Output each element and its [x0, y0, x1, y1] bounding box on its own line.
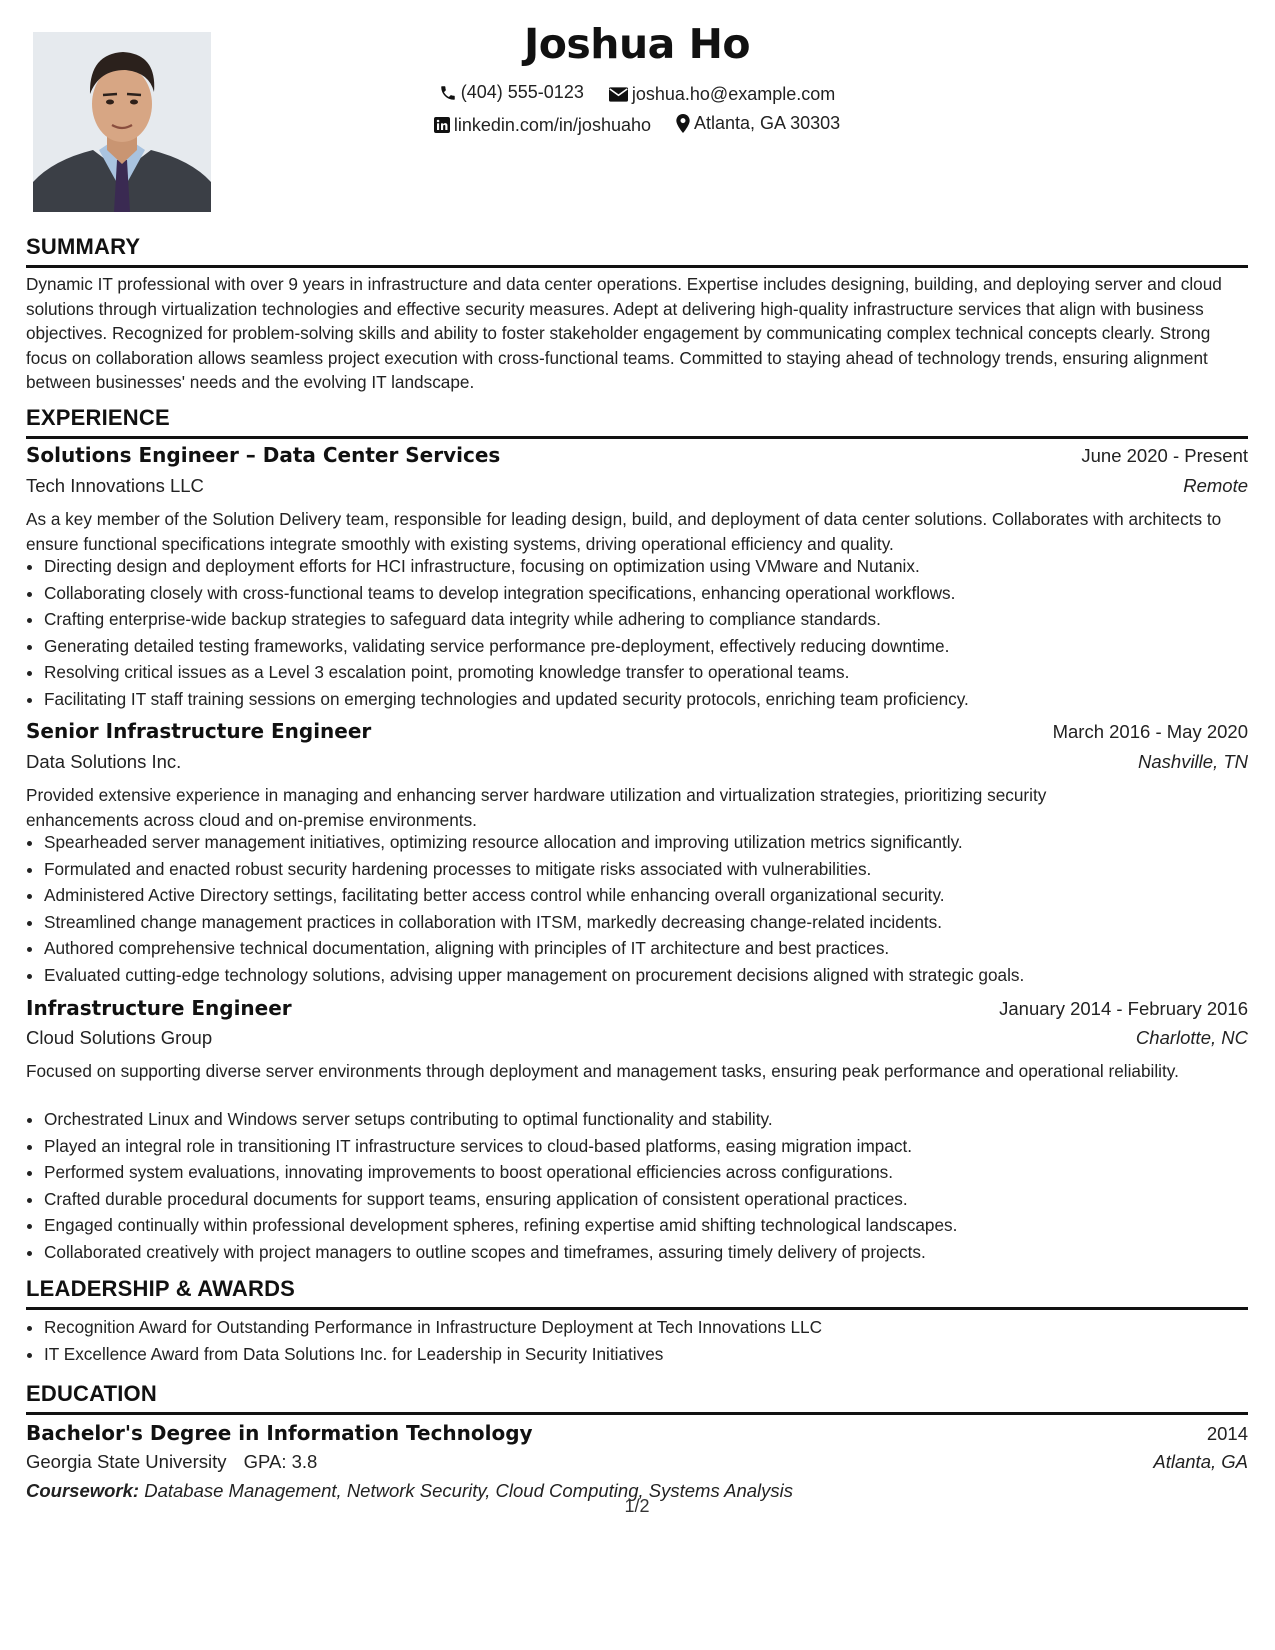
job-company: Tech Innovations LLC: [26, 475, 204, 496]
envelope-icon: [609, 87, 628, 102]
candidate-name: Joshua Ho: [523, 20, 751, 68]
job-dates: January 2014 - February 2016: [999, 998, 1248, 1019]
awards-list: [26, 1314, 1266, 1367]
linkedin-contact[interactable]: [434, 115, 651, 136]
location-text: Atlanta, GA 30303: [694, 113, 841, 133]
phone-contact[interactable]: [439, 82, 584, 103]
school-location: Atlanta, GA: [1153, 1451, 1248, 1472]
email-text: joshua.ho@example.com: [631, 83, 836, 104]
list-item: • IT Excellence Award from Data Solutions Inc. for Leadership in Security Initiatives: [44, 1341, 1266, 1368]
job-dates: March 2016 - May 2020: [1052, 721, 1248, 742]
job-location: Remote: [1183, 475, 1248, 496]
awards-heading: LEADERSHIP & AWARDS: [26, 1276, 1248, 1310]
job-bullets: [26, 1106, 1266, 1266]
list-item: • Administered Active Directory settings, facilitating better access control while enhancing overall organizational security.: [44, 882, 1266, 909]
list-item: • Resolving critical issues as a Level 3 escalation point, promoting knowledge transfer to operational teams.: [44, 659, 1266, 686]
list-item: • Facilitating IT staff training sessions on emerging technologies and updated security protocols, enriching team proficiency.: [44, 686, 1266, 713]
job-bullets: [26, 829, 1266, 989]
list-item: • Directing design and deployment efforts for HCI infrastructure, focusing on optimization using VMware and Nutanix.: [44, 553, 1266, 580]
list-item: • Crafting enterprise-wide backup strategies to safeguard data integrity while adhering to compliance standards.: [44, 606, 1266, 633]
job-title: Senior Infrastructure Engineer: [26, 719, 372, 743]
summary-text: Dynamic IT professional with over 9 years in infrastructure and data center operations. Expertise includes designing, building, and deploying server and cloud solutions through virtualization technologies and effective security measures. Adept at delivering high-quality infrastructure services that align with business objectives. Recognized for problem-solving skills and ability to foster stakeholder engagement by communicating complex technical concepts clearly. Strong focus on collaboration allows seamless project execution with cross-functional teams. Committed to staying ahead of technology trends, ensuring alignment between businesses' needs and the evolving IT landscape.: [26, 274, 1222, 392]
list-item: • Generating detailed testing frameworks, validating service performance pre-deployment, effectively reducing downtime.: [44, 633, 1266, 660]
list-item: • Recognition Award for Outstanding Performance in Infrastructure Deployment at Tech Innovations LLC: [44, 1314, 1266, 1341]
school-name: Georgia State University: [26, 1451, 227, 1472]
experience-heading: EXPERIENCE: [26, 405, 1248, 439]
email-contact[interactable]: [609, 84, 835, 105]
list-item: • Performed system evaluations, innovating improvements to boost operational efficiencies across configurations.: [44, 1159, 1266, 1186]
school-and-gpa: [26, 1451, 317, 1473]
coursework-list: Database Management, Network Security, Cloud Computing, Systems Analysis: [144, 1480, 794, 1501]
list-item: • Authored comprehensive technical documentation, aligning with principles of IT architecture and best practices.: [44, 935, 1266, 962]
job-description: Focused on supporting diverse server environments through deployment and management tasks, ensuring peak performance and operational reliability.: [26, 1061, 1179, 1081]
job-description: As a key member of the Solution Delivery team, responsible for leading design, build, and deployment of data center solutions. Collaborates with architects to ensure functional specifications integrate smoothly with existing systems, driving operational efficiency and quality.: [26, 509, 1222, 554]
job-dates: June 2020 - Present: [1081, 445, 1248, 466]
list-item: • Formulated and enacted robust security hardening processes to mitigate risks associated with vulnerabilities.: [44, 856, 1266, 883]
coursework-label: Coursework:: [26, 1480, 140, 1501]
list-item: • Spearheaded server management initiatives, optimizing resource allocation and improving utilization metrics significantly.: [44, 829, 1266, 856]
job-company: Data Solutions Inc.: [26, 751, 182, 772]
job-description: Provided extensive experience in managing and enhancing server hardware utilization and virtualization strategies, prioritizing security enhancements across cloud and on-premise environments.: [26, 785, 1047, 830]
list-item: • Engaged continually within professional development spheres, refining expertise amid shifting technological landscapes.: [44, 1212, 1266, 1239]
phone-text: (404) 555-0123: [460, 82, 584, 102]
contact-line-1: [26, 82, 1248, 107]
list-item: • Orchestrated Linux and Windows server setups contributing to optimal functionality and stability.: [44, 1106, 1266, 1133]
job-bullets: [26, 553, 1266, 713]
summary-heading: SUMMARY: [26, 234, 1248, 268]
list-item: • Played an integral role in transitioning IT infrastructure services to cloud-based platforms, easing migration impact.: [44, 1133, 1266, 1160]
list-item: • Evaluated cutting-edge technology solutions, advising upper management on procurement decisions aligned with strategic goals.: [44, 962, 1266, 989]
list-item: • Crafted durable procedural documents for support teams, ensuring application of consistent operational practices.: [44, 1186, 1266, 1213]
phone-icon: [439, 84, 457, 102]
map-pin-icon: [676, 114, 690, 133]
job-title: Infrastructure Engineer: [26, 996, 292, 1020]
job-location: Charlotte, NC: [1135, 1027, 1248, 1048]
degree-title: Bachelor's Degree in Information Technology: [26, 1421, 533, 1445]
resume-page: [26, 0, 1248, 1650]
education-heading: EDUCATION: [26, 1381, 1248, 1415]
job-location: Nashville, TN: [1138, 751, 1248, 772]
list-item: • Collaborating closely with cross-functional teams to develop integration specifications, enhancing operational workflows.: [44, 580, 1266, 607]
contact-line-2: [26, 113, 1248, 138]
page-number: 1/2: [624, 1496, 650, 1516]
job-title: Solutions Engineer – Data Center Services: [26, 443, 501, 467]
graduation-year: 2014: [1206, 1423, 1248, 1444]
linkedin-text: linkedin.com/in/joshuaho: [453, 114, 651, 135]
linkedin-icon: [434, 117, 450, 133]
gpa: GPA: 3.8: [243, 1451, 318, 1472]
job-company: Cloud Solutions Group: [26, 1027, 213, 1048]
location-contact: [676, 113, 840, 134]
list-item: • Streamlined change management practices in collaboration with ITSM, markedly decreasing change-related incidents.: [44, 909, 1266, 936]
list-item: • Collaborated creatively with project managers to outline scopes and timeframes, assuring timely delivery of projects.: [44, 1239, 1266, 1266]
